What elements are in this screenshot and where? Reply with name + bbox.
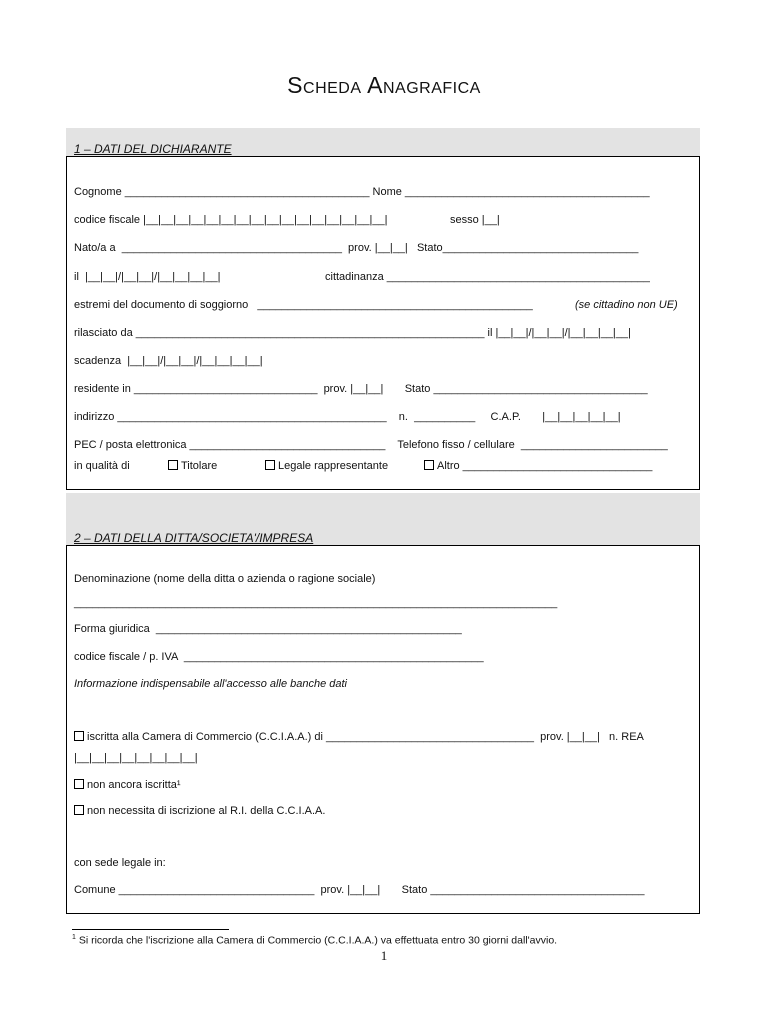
footnote-text: Si ricorda che l'iscrizione alla Camera di Commercio (C.C.I.A.A.) va effettuata entro 30 giorni dall'avvio. (75, 934, 558, 947)
sesso-field[interactable]: sesso |__| (450, 214, 500, 226)
denominazione-field[interactable]: _______________________________________________________________________________ (74, 597, 558, 609)
checkbox-non-necessita[interactable] (74, 805, 84, 815)
non-ancora-option[interactable]: non ancora iscritta¹ (74, 778, 181, 792)
section1-heading: 1 – DATI DEL DICHIARANTE (74, 142, 232, 156)
cittadino-note: (se cittadino non UE) (575, 299, 678, 311)
comune-field[interactable]: Comune ________________________________ prov. |__|__| Stato ___________________________________ (74, 884, 645, 896)
nato-field[interactable]: Nato/a a ____________________________________ prov. |__|__| Stato________________________________ (74, 242, 639, 254)
indirizzo-field[interactable]: indirizzo ____________________________________________ n. __________ C.A.P. |__|__|__|__|__| (74, 411, 621, 423)
forma-giuridica-field[interactable]: Forma giuridica __________________________________________________ (74, 623, 462, 635)
titolare-option[interactable]: Titolare (168, 459, 217, 473)
legale-option[interactable]: Legale rappresentante (265, 459, 388, 473)
footnote-mark: 1 (72, 934, 76, 941)
iscritta-option[interactable]: iscritta alla Camera di Commercio (C.C.I.A.A.) di __________________________________ prov. |__|__| n. REA (74, 730, 644, 744)
data-nascita-field[interactable]: il |__|__|/|__|__|/|__|__|__|__| (74, 271, 221, 283)
cognome-nome-field[interactable]: Cognome ________________________________________ Nome ________________________________________ (74, 186, 650, 198)
info-note: Informazione indispensabile all'accesso alle banche dati (74, 678, 347, 690)
denominazione-label: Denominazione (nome della ditta o azienda o ragione sociale) (74, 573, 376, 585)
codice-fiscale-field[interactable]: codice fiscale |__|__|__|__|__|__|__|__|__|__|__|__|__|__|__|__| (74, 214, 388, 226)
checkbox-titolare[interactable] (168, 460, 178, 470)
checkbox-altro[interactable] (424, 460, 434, 470)
qualita-label: in qualità di (74, 460, 130, 472)
residente-field[interactable]: residente in ______________________________ prov. |__|__| Stato ___________________________________ (74, 383, 648, 395)
altro-option[interactable]: Altro _______________________________ (424, 459, 652, 473)
scadenza-field[interactable]: scadenza |__|__|/|__|__|/|__|__|__|__| (74, 355, 263, 367)
checkbox-legale[interactable] (265, 460, 275, 470)
footnote-rule (72, 929, 229, 930)
section2-heading: 2 – DATI DELLA DITTA/SOCIETA'/IMPRESA (74, 531, 314, 545)
rea-field[interactable]: |__|__|__|__|__|__|__|__| (74, 752, 198, 764)
pec-telefono-field[interactable]: PEC / posta elettronica ________________________________ Telefono fisso / cellulare ________________________ (74, 439, 668, 451)
page-number: 1 (380, 948, 388, 963)
footnote (72, 934, 557, 947)
checkbox-non-ancora[interactable] (74, 779, 84, 789)
rilasciato-field[interactable]: rilasciato da _________________________________________________________ il |__|__|/|__|__|/|__|__|__|__| (74, 327, 631, 339)
sede-legale-label: con sede legale in: (74, 857, 166, 869)
documento-soggiorno-field[interactable]: estremi del documento di soggiorno _____________________________________________ (74, 299, 533, 311)
page-title: Scheda Anagrafica (287, 72, 481, 98)
non-necessita-option[interactable]: non necessita di iscrizione al R.I. della C.C.I.A.A. (74, 804, 325, 818)
cittadinanza-field[interactable]: cittadinanza ___________________________________________ (325, 271, 650, 283)
cf-piva-field[interactable]: codice fiscale / p. IVA _________________________________________________ (74, 651, 484, 663)
checkbox-iscritta[interactable] (74, 731, 84, 741)
